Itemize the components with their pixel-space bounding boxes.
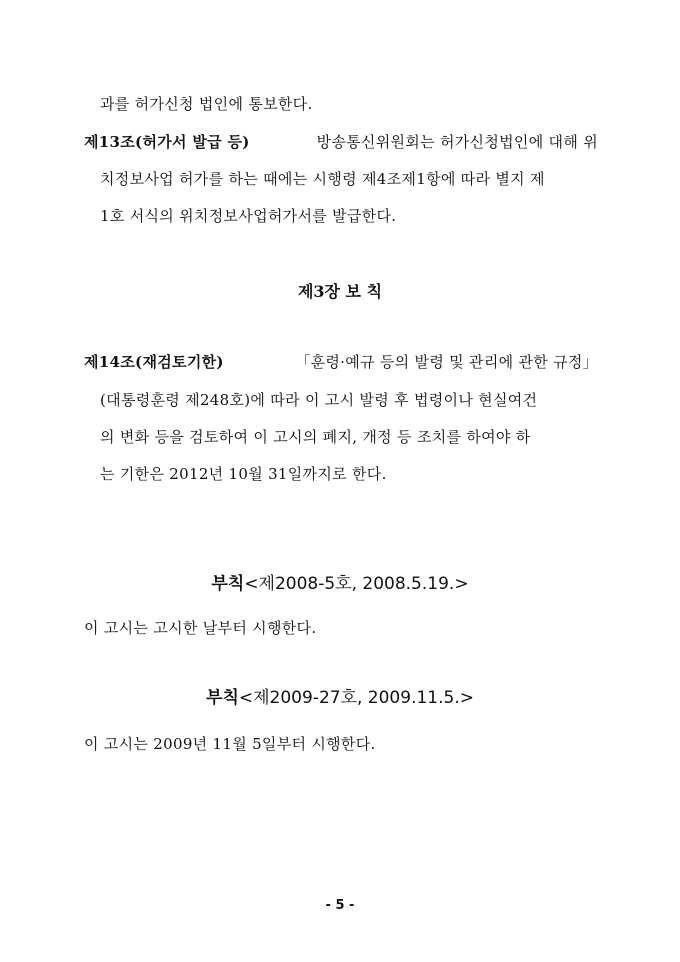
article13-text-start: 방송통신위원회는 허가신청법인에 대해 위 <box>316 133 598 151</box>
article14-text-start: 「훈령·예규 등의 발령 및 관리에 관한 규정」 <box>295 353 598 371</box>
supplement2-label: 부칙 <box>206 688 239 708</box>
article14-line1 <box>84 352 598 372</box>
supplement1-heading <box>0 572 680 596</box>
article14-heading: 제14조(재검토기한) <box>84 353 224 371</box>
article12-tail-line: 과를 허가신청 법인에 통보한다. <box>100 95 313 113</box>
article13-heading: 제13조(허가서 발급 등) <box>84 133 250 151</box>
article14-line2: (대통령훈령 제248호)에 따라 이 고시 발령 후 법령이나 현실여건 <box>100 391 538 409</box>
chapter3-title: 제3장 보 칙 <box>297 282 383 301</box>
article14-line4: 는 기한은 2012년 10월 31일까지로 한다. <box>100 465 387 483</box>
article13-line1 <box>84 132 598 152</box>
article13-line2 <box>100 169 598 189</box>
article13-line3: 1호 서식의 위치정보사업허가서를 발급한다. <box>100 207 397 225</box>
supplement1-detail: <제2008-5호, 2008.5.19.> <box>244 574 469 594</box>
article13-text-line2: 치정보사업 허가를 하는 때에는 시행령 제4조제1항에 따라 별지 제 <box>100 170 545 188</box>
supplement1-text: 이 고시는 고시한 날부터 시행한다. <box>84 619 317 637</box>
supplement2-detail: <제2009-27호, 2009.11.5.> <box>238 688 474 708</box>
supplement2-heading <box>0 686 680 710</box>
supplement1-label: 부칙 <box>211 574 245 594</box>
article14-line3: 의 변화 등을 검토하여 이 고시의 폐지, 개정 등 조치를 하여야 하 <box>100 428 531 446</box>
supplement2-text: 이 고시는 2009년 11월 5일부터 시행한다. <box>84 735 376 753</box>
page-number: - 5 - <box>325 898 355 913</box>
